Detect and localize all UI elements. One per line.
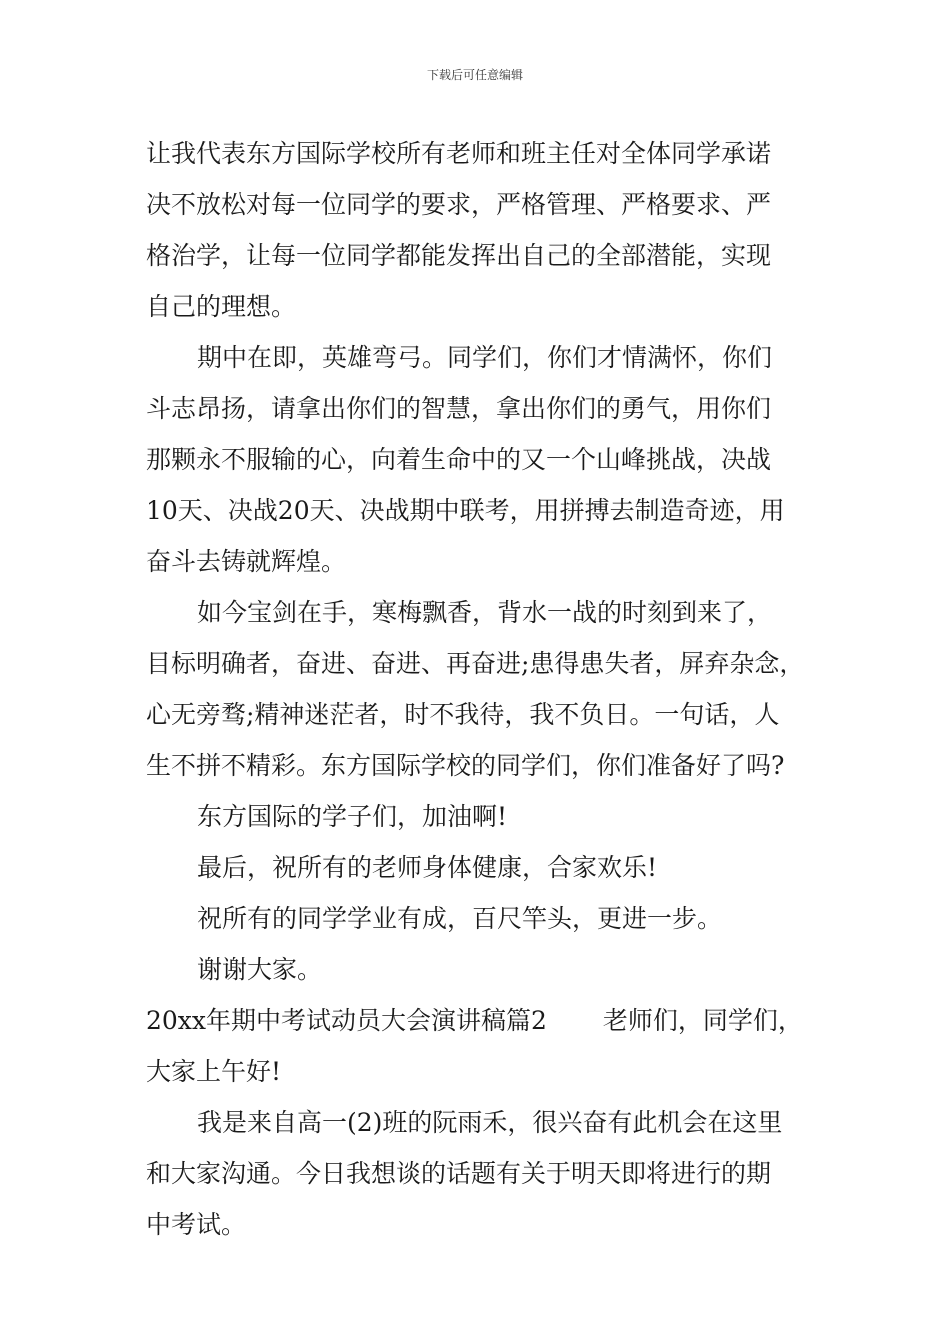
paragraph-line: 我是来自高一(2)班的阮雨禾，很兴奋有此机会在这里	[197, 1108, 783, 1137]
paragraph-line: 斗志昂扬，请拿出你们的智慧，拿出你们的勇气，用你们	[146, 394, 772, 423]
paragraph-line: 生不拼不精彩。东方国际学校的同学们，你们准备好了吗?	[146, 751, 785, 780]
paragraph-line: 那颗永不服输的心，向着生命中的又一个山峰挑战，决战	[146, 445, 772, 474]
paragraph-line: 格治学，让每一位同学都能发挥出自己的全部潜能，实现	[146, 241, 772, 270]
paragraph-line: 东方国际的学子们，加油啊!	[197, 802, 508, 831]
paragraph-line: 心无旁骛;精神迷茫者，时不我待，我不负日。一句话，人	[146, 700, 780, 729]
paragraph-line: 大家上午好!	[146, 1057, 282, 1086]
paragraph-line: 谢谢大家。	[197, 955, 323, 984]
paragraph-line: 让我代表东方国际学校所有老师和班主任对全体同学承诺	[146, 139, 772, 168]
section-title: 20xx年期中考试动员大会演讲稿篇2	[146, 1006, 547, 1035]
paragraph-line: 自己的理想。	[146, 292, 297, 321]
paragraph-line: 如今宝剑在手，寒梅飘香，背水一战的时刻到来了，	[197, 598, 773, 627]
paragraph-line: 中考试。	[146, 1210, 247, 1239]
paragraph-line: 决不放松对每一位同学的要求，严格管理、严格要求、严	[146, 190, 772, 219]
paragraph-line: 祝所有的同学学业有成，百尺竿头，更进一步。	[197, 904, 723, 933]
paragraph-line: 目标明确者，奋进、奋进、再奋进;患得患失者，屏弃杂念，	[146, 649, 805, 678]
paragraph-line: 期中在即，英雄弯弓。同学们，你们才情满怀，你们	[197, 343, 773, 372]
page-header: 下载后可任意编辑	[426, 68, 523, 82]
paragraph-line: 10天、决战20天、决战期中联考，用拼搏去制造奇迹，用	[146, 496, 785, 525]
paragraph-line: 最后，祝所有的老师身体健康，合家欢乐!	[197, 853, 658, 882]
section-heading-line	[146, 995, 812, 1046]
paragraph-line: 和大家沟通。今日我想谈的话题有关于明天即将进行的期	[146, 1159, 772, 1188]
document-body	[146, 128, 812, 1250]
paragraph-line: 奋斗去铸就辉煌。	[146, 547, 347, 576]
greeting-text: 老师们，同学们，	[602, 1006, 803, 1035]
